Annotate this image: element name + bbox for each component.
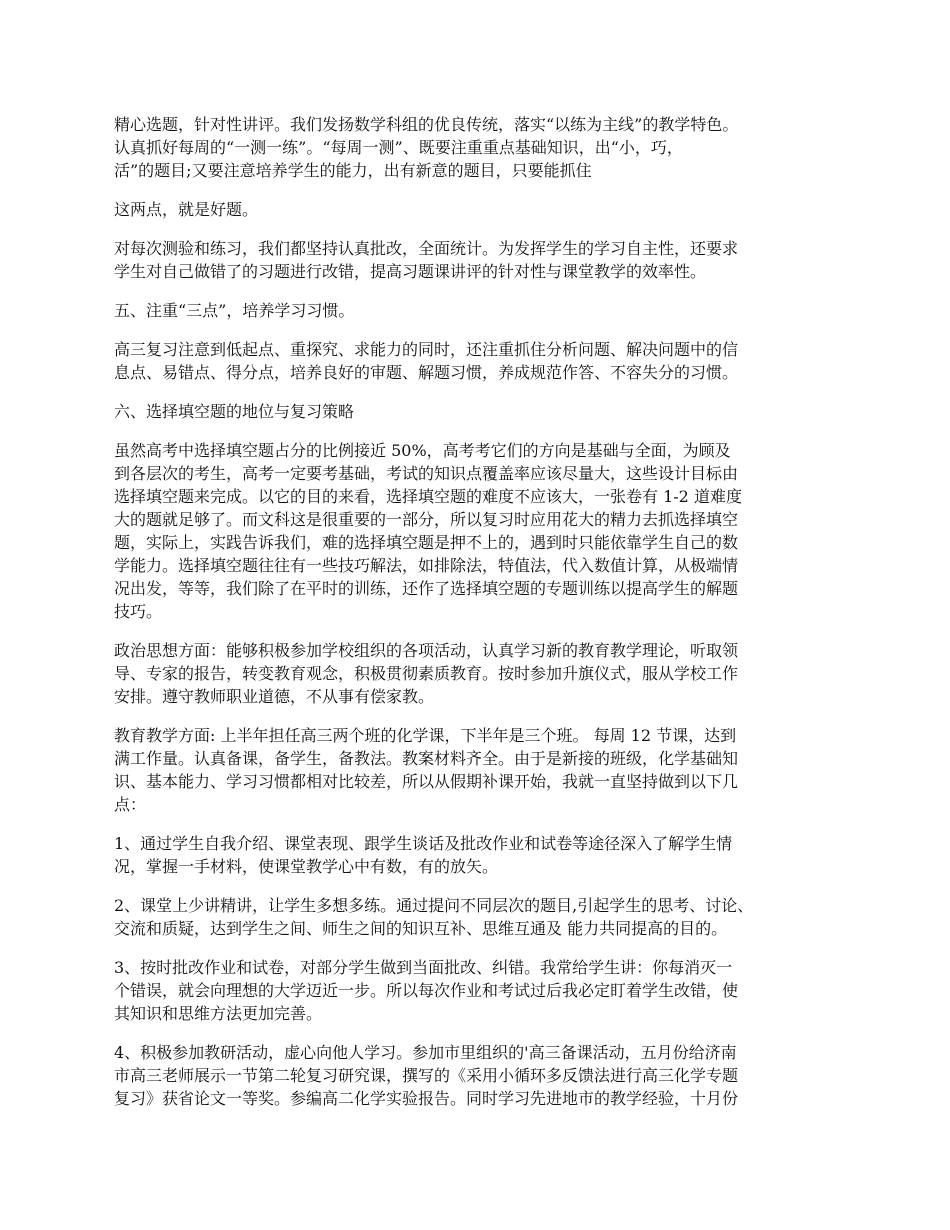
text-line: 政治思想方面：能够积极参加学校组织的各项活动，认真学习新的教育教学理论，听取领 bbox=[114, 641, 739, 660]
text-line: 1、通过学生自我介绍、课堂表现、跟学生谈话及批改作业和试卷等途径深入了解学生情 bbox=[114, 834, 733, 853]
text-line: 活”的题目;又要注意培养学生的能力，出有新意的题目，只要能抓住 bbox=[114, 161, 592, 180]
text-line: 精心选题，针对性讲评。我们发扬数学科组的优良传统，落实“以练为主线”的教学特色。 bbox=[114, 115, 739, 134]
text-line: 教育教学方面: 上半年担任高三两个班的化学课，下半年是三个班。 每周 12 节课，达到 bbox=[114, 726, 737, 745]
text-line: 交流和质疑，达到学生之间、师生之间的知识互补、思维互通及 能力共同提高的目的。 bbox=[114, 919, 728, 938]
text-line: 六、选择填空题的地位与复习策略 bbox=[114, 402, 355, 421]
text-line: 况出发，等等，我们除了在平时的训练，还作了选择填空题的专题训练以提高学生的解题 bbox=[114, 579, 739, 598]
text-line: 题，实际上，实践告诉我们，难的选择填空题是押不上的，遇到时只能依靠学生自己的数 bbox=[114, 533, 739, 552]
text-line: 五、注重“三点”，培养学习习惯。 bbox=[114, 301, 355, 320]
paragraph-9 bbox=[114, 724, 844, 816]
paragraph-2 bbox=[114, 198, 844, 221]
text-line: 大的题就足够了。而文科这是很重要的一部分，所以复习时应用花大的精力去抓选择填空 bbox=[114, 510, 739, 529]
paragraph-7 bbox=[114, 439, 844, 623]
paragraph-3 bbox=[114, 237, 844, 283]
text-line: 导、专家的报告，转变教育观念，积极贯彻素质教育。按时参加升旗仪式，服从学校工作 bbox=[114, 664, 739, 683]
text-line: 满工作量。认真备课，备学生，备教法。教案材料齐全。由于是新接的班级，化学基础知 bbox=[114, 749, 739, 768]
text-line: 选择填空题来完成。以它的目的来看，选择填空题的难度不应该大，一张卷有 1-2 道难度 bbox=[114, 487, 742, 506]
text-line: 这两点，就是好题。 bbox=[114, 200, 259, 219]
text-line: 市高三老师展示一节第二轮复习研究课，撰写的《采用小循环多反馈法进行高三化学专题 bbox=[114, 1066, 739, 1085]
paragraph-8 bbox=[114, 639, 844, 708]
text-line: 到各层次的考生，高考一定要考基础，考试的知识点覆盖率应该尽量大，这些设计目标由 bbox=[114, 464, 739, 483]
text-line: 安排。遵守教师职业道德，不从事有偿家教。 bbox=[114, 687, 435, 706]
text-line: 识、基本能力、学习习惯都相对比较差，所以从假期补课开始，我就一直坚持做到以下几 bbox=[114, 772, 739, 791]
text-line: 4、积极参加教研活动，虚心向他人学习。参加市里组织的'高三备课活动，五月份给济南 bbox=[114, 1043, 737, 1062]
section-heading-6 bbox=[114, 400, 844, 423]
text-line: 技巧。 bbox=[114, 602, 163, 621]
text-line: 点： bbox=[114, 795, 147, 814]
text-line: 高三复习注意到低起点、重探究、求能力的同时，还注重抓住分析问题、解决问题中的信 bbox=[114, 340, 739, 359]
paragraph-5 bbox=[114, 338, 844, 384]
text-line: 息点、易错点、得分点，培养良好的审题、解题习惯，养成规范作答、不容失分的习惯。 bbox=[114, 363, 739, 382]
text-line: 其知识和思维方法更加完善。 bbox=[114, 1004, 323, 1023]
paragraph-11 bbox=[114, 894, 844, 940]
paragraph-1 bbox=[114, 113, 844, 182]
text-line: 2、课堂上少讲精讲，让学生多想多练。通过提问不同层次的题目,引起学生的思考、讨论、 bbox=[114, 896, 754, 915]
text-line: 复习》获省论文一等奖。参编高二化学实验报告。同时学习先进地市的教学经验，十月份 bbox=[114, 1089, 739, 1108]
document-body bbox=[114, 113, 844, 1126]
text-line: 虽然高考中选择填空题占分的比例接近 50%，高考考它们的方向是基础与全面，为顾及 bbox=[114, 441, 731, 460]
paragraph-12 bbox=[114, 956, 844, 1025]
section-heading-5 bbox=[114, 299, 844, 322]
text-line: 对每次测验和练习，我们都坚持认真批改，全面统计。为发挥学生的学习自主性，还要求 bbox=[114, 239, 739, 258]
text-line: 个错误，就会向理想的大学迈近一步。所以每次作业和考试过后我必定盯着学生改错，使 bbox=[114, 981, 739, 1000]
text-line: 认真抓好每周的“一测一练”。“每周一测”、既要注重重点基础知识，出“小，巧， bbox=[114, 138, 683, 157]
paragraph-10 bbox=[114, 832, 844, 878]
paragraph-13 bbox=[114, 1041, 844, 1110]
text-line: 学能力。选择填空题往往有一些技巧解法，如排除法，特值法，代入数值计算，从极端情 bbox=[114, 556, 739, 575]
text-line: 况，掌握一手材料，使课堂教学心中有数，有的放矢。 bbox=[114, 857, 499, 876]
text-line: 3、按时批改作业和试卷，对部分学生做到当面批改、纠错。我常给学生讲：你每消灭一 bbox=[114, 958, 733, 977]
text-line: 学生对自己做错了的习题进行改错，提高习题课讲评的针对性与课堂教学的效率性。 bbox=[114, 262, 707, 281]
